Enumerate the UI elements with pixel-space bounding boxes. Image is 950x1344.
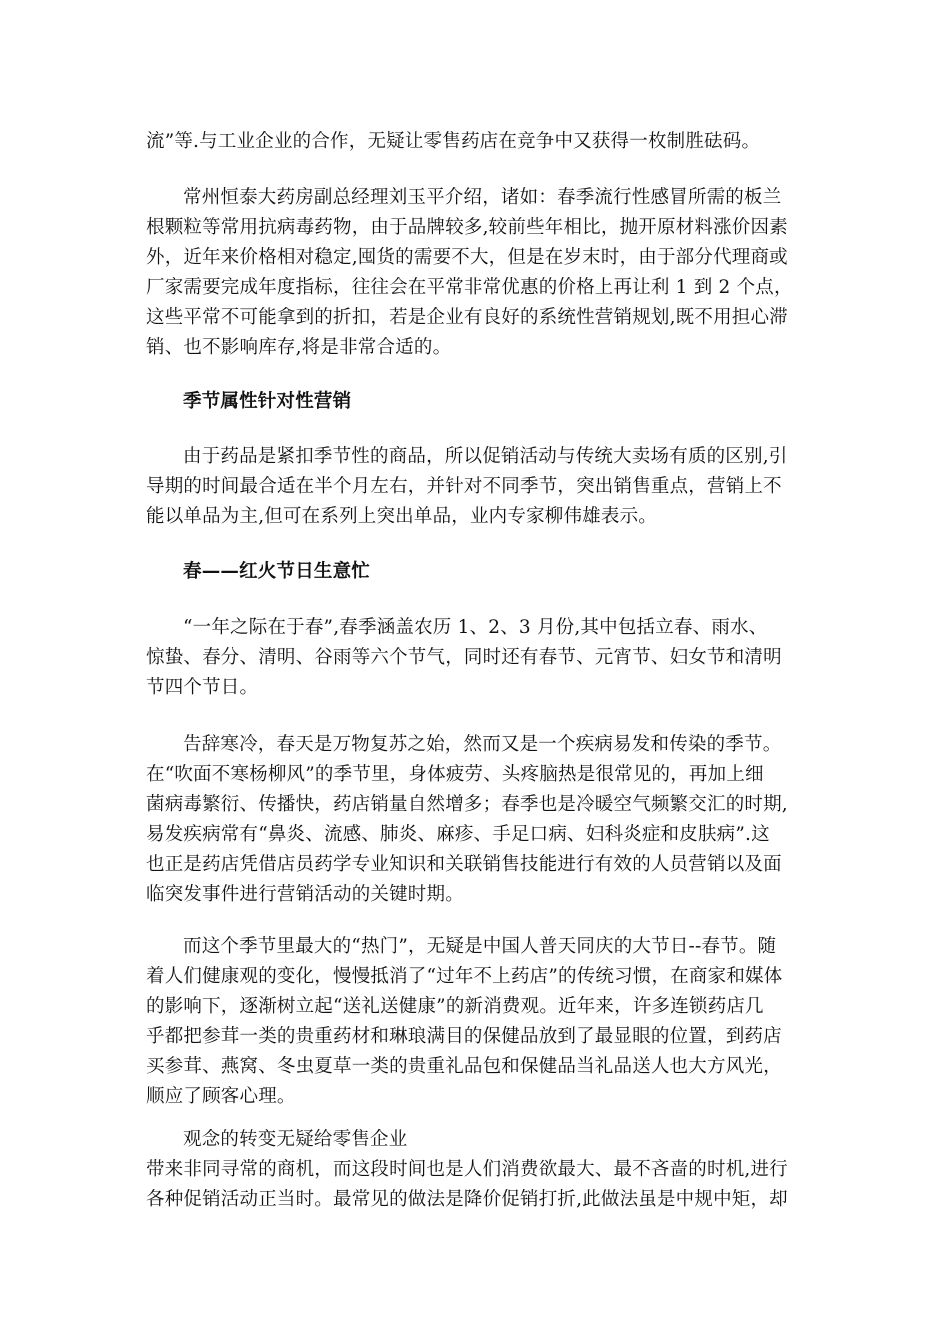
text-line: 根颗粒等常用抗病毒药物，由于品牌较多,较前些年相比，抛开原材料涨价因素 [146, 217, 788, 238]
text-line: 乎都把参茸一类的贵重药材和琳琅满目的保健品放到了最显眼的位置，到药店 [146, 1026, 782, 1047]
paragraph-first-line: 观念的转变无疑给零售企业 [183, 1129, 408, 1150]
text-line: 顺应了顾客心理。 [146, 1086, 296, 1107]
text-line: 菌病毒繁衍、传播快，药店销量自然增多；春季也是冷暖空气频繁交汇的时期, [146, 794, 788, 815]
text-line: 各种促销活动正当时。最常见的做法是降价促销打折,此做法虽是中规中矩，却 [146, 1189, 788, 1210]
text-line: 的影响下，逐渐树立起“送礼送健康”的新消费观。近年来，许多连锁药店几 [146, 996, 764, 1017]
text-line: 在“吹面不寒杨柳风”的季节里，身体疲劳、头疼脑热是很常见的，再加上细 [146, 764, 764, 785]
text-line: 也正是药店凭借店员药学专业知识和关联销售技能进行有效的人员营销以及面 [146, 854, 782, 875]
paragraph-first-line: 常州恒泰大药房副总经理刘玉平介绍，诸如：春季流行性感冒所需的板兰 [183, 187, 782, 208]
text-line: 节四个节日。 [146, 677, 259, 698]
text-line: 着人们健康观的变化，慢慢抵消了“过年不上药店”的传统习惯，在商家和媒体 [146, 966, 783, 987]
text-line: 买参茸、燕窝、冬虫夏草一类的贵重礼品包和保健品当礼品送人也大方风光， [146, 1056, 782, 1077]
text-line: 带来非同寻常的商机，而这段时间也是人们消费欲最大、最不吝啬的时机,进行 [146, 1159, 788, 1180]
text-line: 能以单品为主,但可在系列上突出单品，业内专家柳伟雄表示。 [146, 506, 657, 527]
text-line: 外，近年来价格相对稳定,囤货的需要不大，但是在岁末时，由于部分代理商或 [146, 247, 788, 268]
paragraph-first-line: “一年之际在于春”,春季涵盖农历 1、2、3 月份,其中包括立春、雨水、 [183, 617, 768, 638]
paragraph-first-line: 由于药品是紧扣季节性的商品，所以促销活动与传统大卖场有质的区别,引 [183, 446, 788, 467]
text-line: 厂家需要完成年度指标，往往会在平常非常优惠的价格上再让利 1 到 2 个点， [146, 277, 793, 298]
text-line: 惊蛰、春分、清明、谷雨等六个节气，同时还有春节、元宵节、妇女节和清明 [146, 647, 782, 668]
section-heading: 季节属性针对性营销 [183, 391, 352, 412]
text-line: 导期的时间最合适在半个月左右，并针对不同季节，突出销售重点，营销上不 [146, 476, 782, 497]
text-line: 易发疾病常有“鼻炎、流感、肺炎、麻疹、手足口病、妇科炎症和皮肤病”.这 [146, 824, 770, 845]
paragraph-first-line: 告辞寒冷，春天是万物复苏之始，然而又是一个疾病易发和传染的季节。 [183, 734, 782, 755]
paragraph-first-line: 而这个季节里最大的“热门”，无疑是中国人普天同庆的大节日--春节。随 [183, 936, 777, 957]
text-line: 销、也不影响库存,将是非常合适的。 [146, 337, 452, 358]
text-line: 这些平常不可能拿到的折扣，若是企业有良好的系统性营销规划,既不用担心滞 [146, 307, 788, 328]
text-line: 临突发事件进行营销活动的关键时期。 [146, 884, 464, 905]
section-heading: 春——红火节日生意忙 [183, 561, 371, 582]
text-line: 流”等.与工业企业的合作，无疑让零售药店在竞争中又获得一枚制胜砝码。 [146, 131, 761, 152]
